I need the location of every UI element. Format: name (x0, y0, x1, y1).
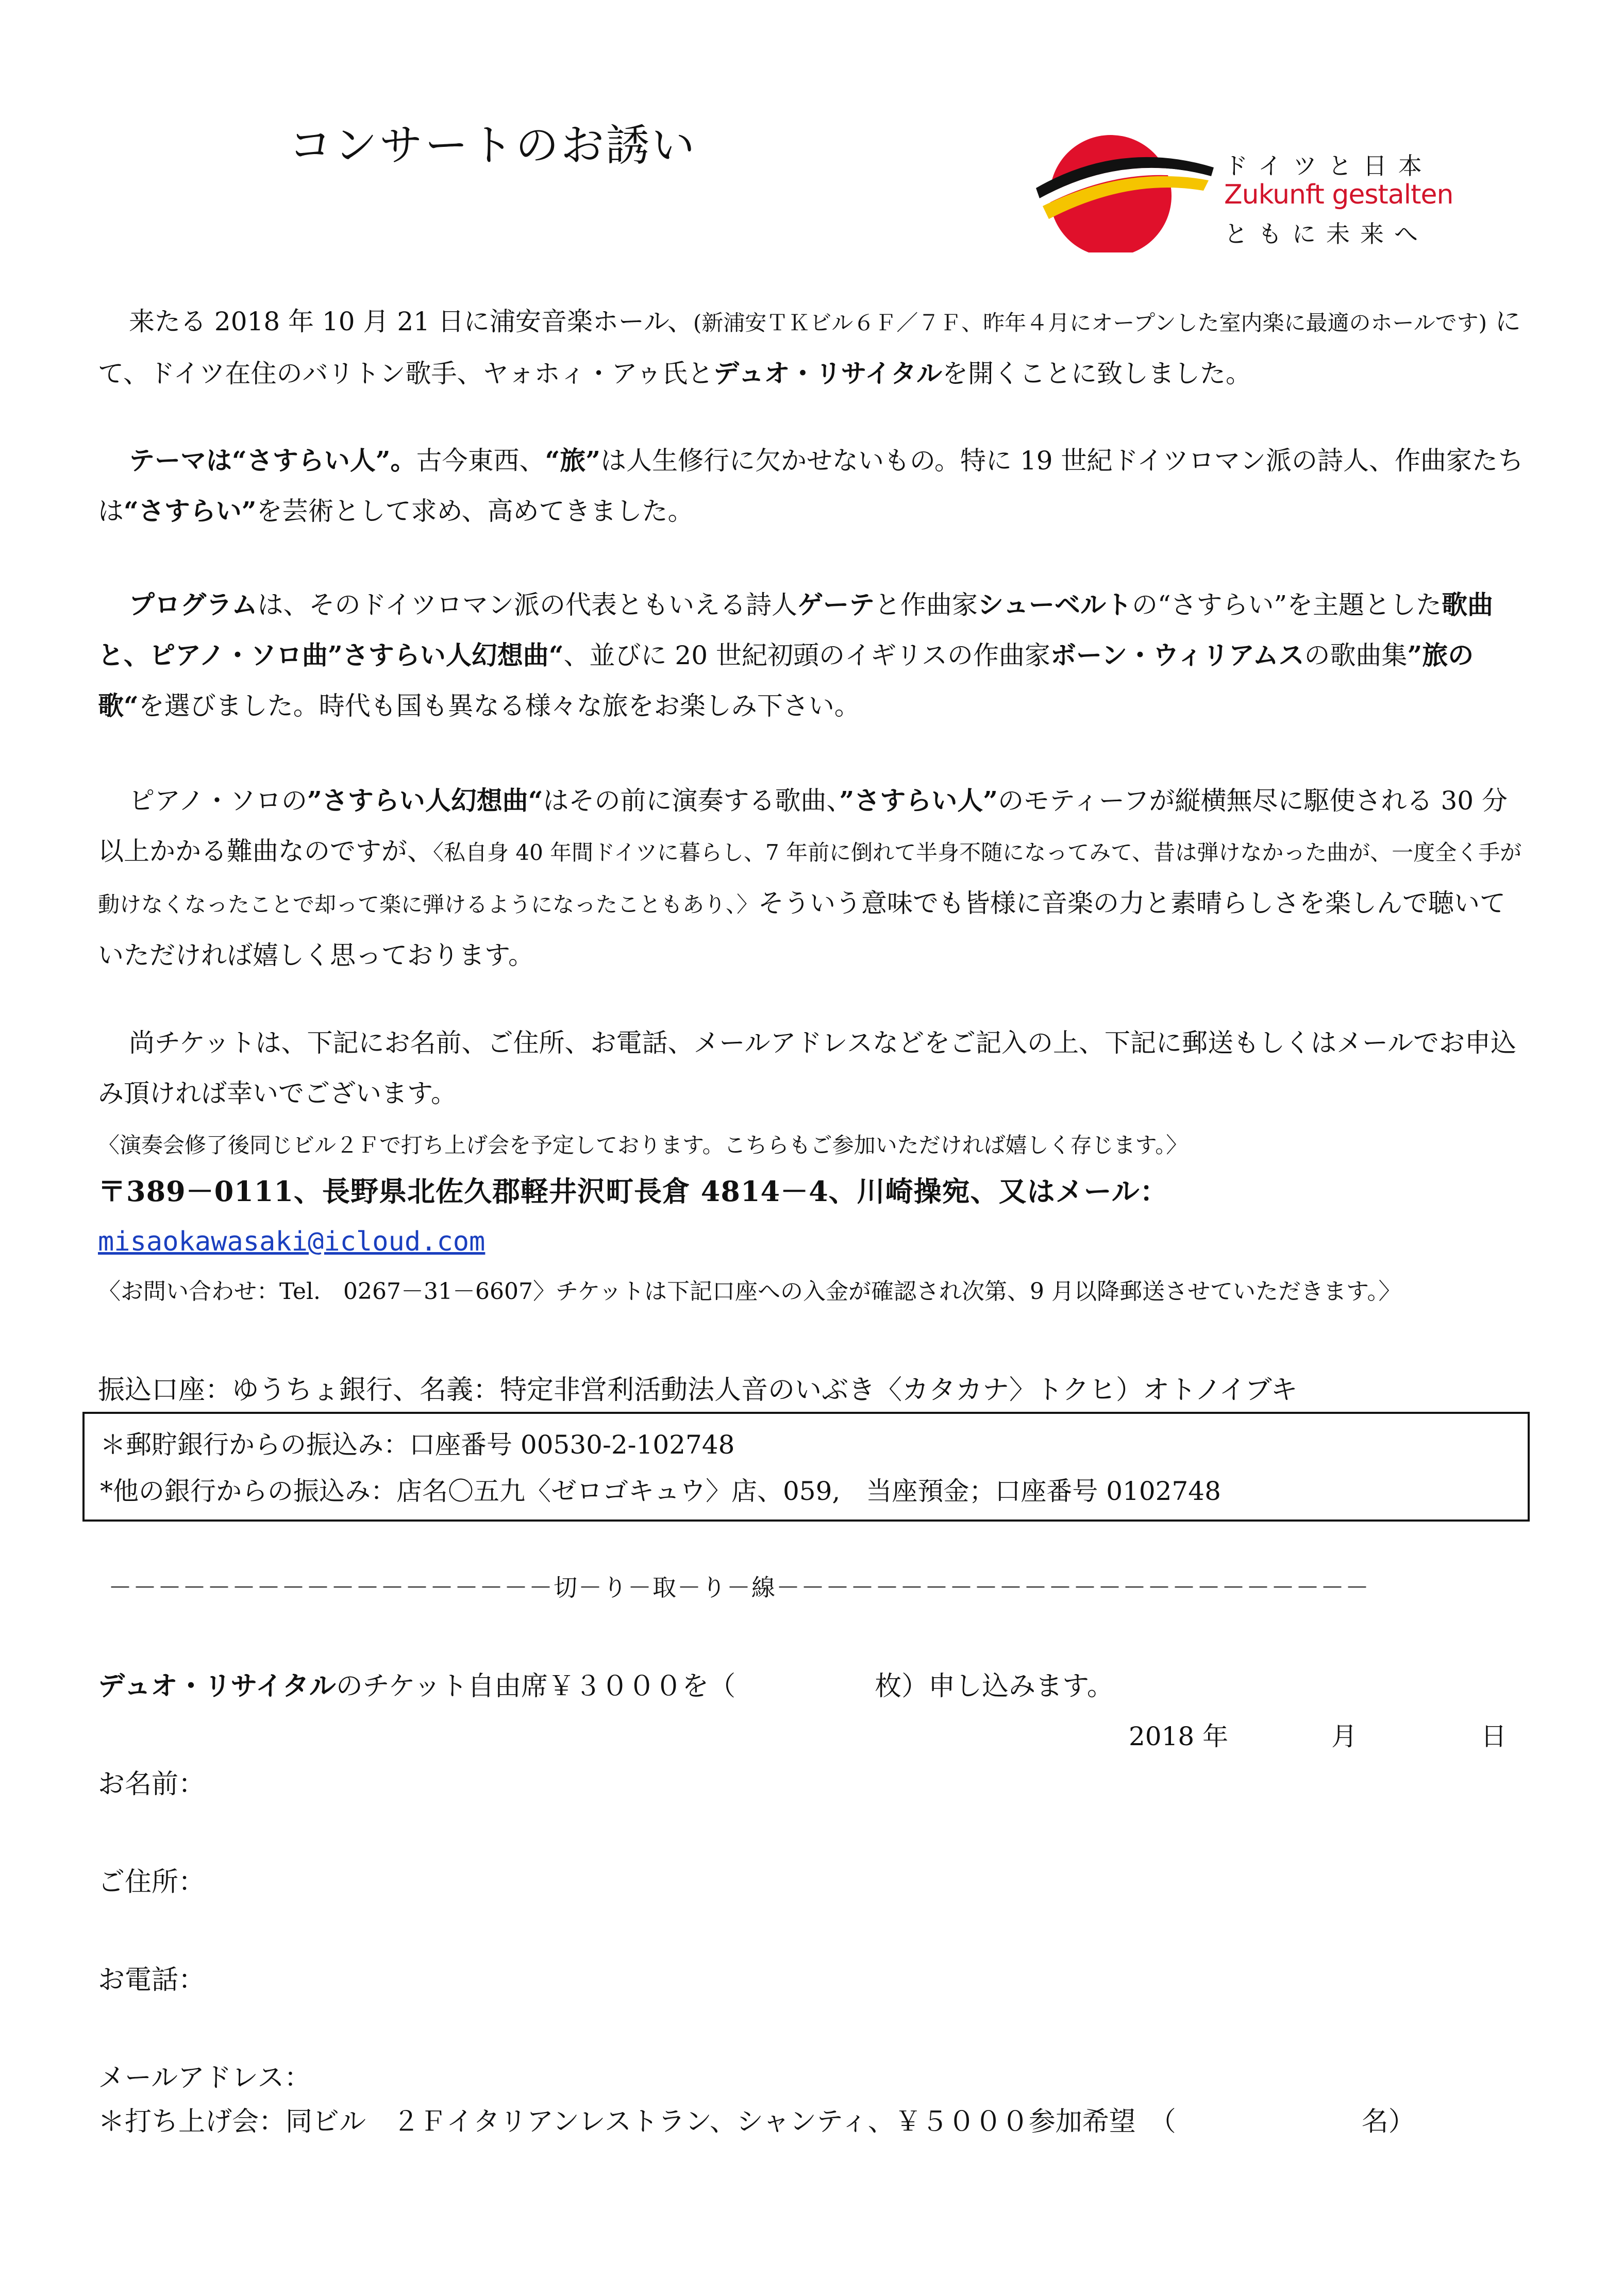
date-year: 2018 年 (1129, 1721, 1229, 1751)
page-title: コンサートのお誘い (289, 120, 697, 171)
postal-bank-transfer: ＊郵貯銀行からの振込み：口座番号 00530-2-102748 (100, 1430, 735, 1460)
logo-line-3: ともに未来へ (1224, 220, 1428, 248)
mailing-address: 〒389－0111、長野県北佐久郡軽井沢町長倉 4814－4、川崎操宛、又はメール： (98, 1175, 1168, 1208)
ticket-request: デュオ・リサイタルのチケット自由席￥３０００を（ 枚）申し込みます。 (98, 1670, 1114, 1702)
paragraph-3: プログラムは、そのドイツロマン派の代表ともいえる詩人ゲーテと作曲家シューベルトの“さすらい”を主題とした歌曲と、ピアノ・ソロ曲”さすらい人幻想曲“、並びに 20 世紀初頭のイギリスの作曲家ボーン・ウィリアムスの歌曲集”旅の歌“を選びました。時代も国も異なる様々な旅をお楽しみ下さい。 (98, 589, 1494, 721)
name-field-label[interactable]: お名前： (98, 1769, 206, 1800)
email-link[interactable]: misaokawasaki@icloud.com (98, 1226, 486, 1257)
other-bank-transfer: *他の銀行からの振込み：店名〇五九〈ゼロゴキュウ〉店、059, 当座預金；口座番号 0102748 (100, 1476, 1221, 1506)
after-party-request: ＊打ち上げ会：同ビル ２Ｆイタリアンレストラン、シャンティ、￥５０００参加希望 （ 名） (98, 2106, 1415, 2137)
date-day: 日 (1481, 1721, 1507, 1751)
paragraph-1: 来たる 2018 年 10 月 21 日に浦安音楽ホール、(新浦安ＴＫビル６Ｆ／７Ｆ、昨年４月にオープンした室内楽に最適のホールです) にて、ドイツ在住のバリトン歌手、ヤォホィ・アゥ氏とデュオ・リサイタルを開くことに致しました。 (98, 307, 1521, 389)
address-field-label[interactable]: ご住所： (98, 1867, 206, 1898)
logo-graphic (1033, 129, 1219, 252)
paragraph-2: テーマは“さすらい人”。古今東西、“旅”は人生修行に欠かせないもの。特に 19 世紀ドイツロマン派の詩人、作曲家たちは“さすらい”を芸術として求め、高めてきました。 (98, 445, 1524, 526)
logo (1033, 129, 1456, 252)
phone-field-label[interactable]: お電話： (98, 1965, 206, 1996)
date-month: 月 (1331, 1721, 1358, 1751)
logo-line-1: ドイツと日本 (1224, 152, 1433, 180)
bank-account: 振込口座：ゆうちょ銀行、名義：特定非営利活動法人音のいぶき〈カタカナ〉トクヒ）オトノイブキ (98, 1375, 1298, 1406)
transfer-info-box (82, 1412, 1530, 1522)
inquiry-note: 〈お問い合わせ：Tel. 0267－31－6607〉チケットは下記口座への入金が確認され次第、9 月以降郵送させていただきます。〉 (98, 1278, 1401, 1305)
date-line (1129, 1716, 1507, 1753)
email-field-label[interactable]: メールアドレス： (98, 2063, 311, 2094)
cut-line: －－－－－－－－－－－－－－－－－－切－り－取－り－線－－－－－－－－－－－－－－－－－－－－－－－－ (108, 1574, 1370, 1601)
paragraph-5: 尚チケットは、下記にお名前、ご住所、お電話、メールアドレスなどをご記入の上、下記に郵送もしくはメールでお申込み頂ければ幸いでございます。〈演奏会修了後同じビル２Ｆで打ち上げ会を予定しております。こちらもご参加いただければ嬉しく存じます。〉 (98, 1028, 1516, 1158)
logo-line-2: Zukunft gestalten (1224, 179, 1453, 210)
paragraph-4: ピアノ・ソロの”さすらい人幻想曲“はその前に演奏する歌曲、”さすらい人”のモティーフが縦横無尽に駆使される 30 分以上かかる難曲なのですが、〈私自身 40 年間ドイツに暮らし、7 年前に倒れて半身不随になってみて、昔は弾けなかった曲が、一度全く手が動けなくなったことで却って楽に弾けるようになったこともあり、〉そういう意味でも皆様に音楽の力と素晴らしさを楽しんで聴いていただければ嬉しく思っております。 (98, 785, 1522, 970)
